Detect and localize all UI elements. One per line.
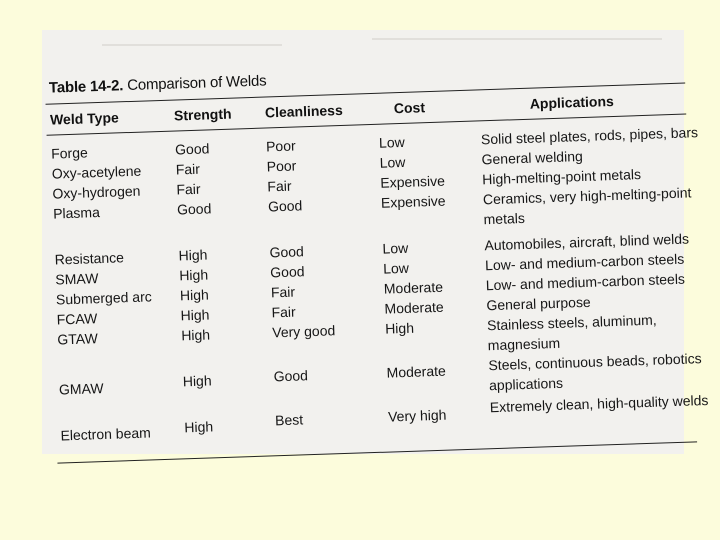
cell-cleanliness: Good [269, 243, 305, 261]
cell-applications: High-melting-point metals [482, 166, 642, 188]
cell-applications: Automobiles, aircraft, blind welds [484, 230, 690, 254]
cell-weld-type: Forge [50, 144, 89, 162]
header-cleanliness: Cleanliness [264, 101, 343, 121]
table-caption-title: Comparison of Welds [126, 72, 267, 95]
cell-applications: Stainless steels, aluminum, [486, 311, 657, 334]
cell-strength: High [182, 372, 212, 390]
cell-strength: High [178, 246, 208, 264]
cell-weld-type: Submerged arc [55, 288, 152, 308]
cell-strength: High [181, 326, 211, 344]
cell-applications-continued: applications [488, 374, 564, 394]
cell-strength: High [180, 306, 210, 324]
cell-cost: Moderate [383, 278, 444, 297]
cell-cost: Low [382, 259, 410, 277]
cell-weld-type: Oxy-acetylene [51, 162, 142, 182]
header-applications: Applications [529, 92, 615, 112]
table-caption [49, 72, 267, 96]
cell-applications: Extremely clean, high-quality welds [489, 391, 709, 416]
cell-weld-type: SMAW [55, 270, 99, 288]
cell-cost: Low [378, 133, 405, 151]
cell-weld-type: FCAW [56, 310, 98, 328]
cell-weld-type: Plasma [52, 204, 101, 222]
cell-strength: Good [176, 200, 212, 218]
cell-cleanliness: Good [267, 197, 303, 215]
cell-applications: Solid steel plates, rods, pipes, bars [480, 124, 699, 148]
cell-strength: Good [174, 140, 210, 158]
cell-applications: Steels, continuous beads, robotics [488, 350, 702, 374]
cell-applications: Low- and medium-carbon steels [485, 270, 686, 294]
cell-cost: High [384, 319, 415, 337]
cell-cleanliness: Good [273, 367, 309, 385]
cell-cost: Very high [387, 406, 447, 425]
header-cost: Cost [393, 99, 426, 117]
cell-weld-type: Resistance [54, 249, 125, 268]
scanned-page [42, 30, 709, 454]
cell-cleanliness: Poor [266, 157, 297, 175]
cell-cost: Expensive [380, 192, 446, 211]
cell-cleanliness: Best [274, 411, 304, 429]
cell-strength: Fair [175, 160, 201, 178]
weld-comparison-table [38, 36, 712, 478]
cell-applications-continued: metals [483, 209, 526, 228]
cell-cost: Expensive [380, 172, 446, 191]
cell-cleanliness: Fair [270, 283, 296, 301]
cell-weld-type: Electron beam [60, 424, 152, 444]
cell-cost: Moderate [386, 362, 447, 381]
cell-strength: High [179, 266, 209, 284]
table-caption-label: Table 14-2. [48, 77, 124, 97]
header-strength: Strength [173, 105, 232, 124]
table-bottom-rule [57, 441, 697, 463]
bleed-through-line [102, 44, 282, 46]
cell-cost: Moderate [384, 298, 444, 317]
cell-cleanliness: Poor [265, 137, 296, 155]
cell-cost: Low [379, 153, 406, 171]
cell-applications: Ceramics, very high-melting-point [482, 184, 692, 208]
cell-cost: Low [382, 239, 409, 257]
cell-strength: High [179, 286, 209, 304]
cell-weld-type: GMAW [58, 380, 104, 398]
cell-cleanliness: Fair [267, 177, 292, 195]
cell-cleanliness: Fair [271, 303, 296, 321]
cell-cleanliness: Very good [271, 322, 336, 341]
cell-applications: General welding [481, 147, 583, 168]
cell-strength: High [184, 418, 214, 436]
cell-applications: Low- and medium-carbon steels [484, 250, 685, 274]
cell-applications: General purpose [486, 293, 591, 314]
cell-cleanliness: Good [269, 263, 305, 281]
cell-strength: Fair [176, 180, 201, 198]
header-weld-type: Weld Type [49, 109, 119, 128]
cell-weld-type: GTAW [57, 330, 99, 348]
cell-applications-continued: magnesium [487, 334, 561, 354]
cell-weld-type: Oxy-hydrogen [52, 182, 141, 202]
